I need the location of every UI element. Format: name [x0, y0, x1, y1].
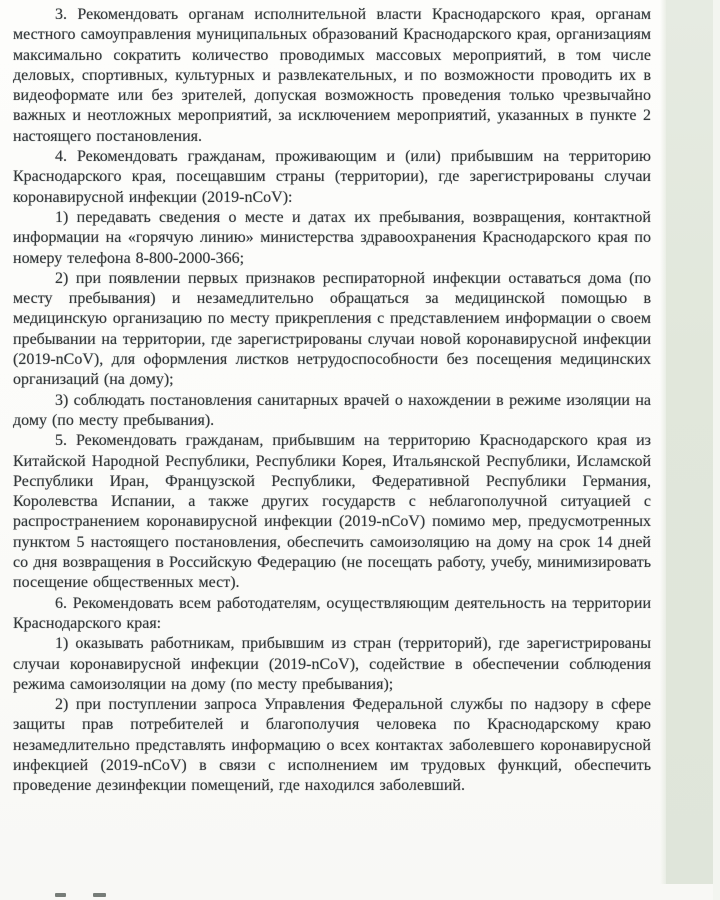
- paragraph-point-5: 5. Рекомендовать гражданам, прибывшим на территорию Краснодарского края из Китайской Народной Республики, Республики Корея, Итальянской Республики, Исламской Республики Иран, Французской Республики, Федеративной Республики Германия, Королевства Испании, а также других государств с неблагополучной ситуацией с распространением коронавирусной инфекции (2019-nCoV) помимо мер, предусмотренных пунктом 5 настоящего постановления, обеспечить самоизоляцию на дому на срок 14 дней со дня возвращения в Российскую Федерацию (не посещать работу, учебу, минимизировать посещение общественных мест).: [13, 432, 651, 592]
- clipped-next-line-fragment: [55, 893, 255, 900]
- clipped-glyph-top: [93, 893, 106, 897]
- paragraph-point-3: 3. Рекомендовать органам исполнительной власти Краснодарского края, органам местного самоуправления муниципальных образований Краснодарского края, организациям максимально сократить количество проводимых массовых мероприятий, в том числе деловых, спортивных, культурных и развлекательных, и по возможности проводить их в видеоформате или без зрителей, допуская возможность проведения только чрезвычайно важных и неотложных мероприятий, за исключением мероприятий, указанных в пункте 2 настоящего постановления.: [13, 6, 651, 145]
- page-edge-band: [666, 0, 713, 884]
- paragraph-point-6-sub-2: 2) при поступлении запроса Управления Федеральной службы по надзору в сфере защиты прав потребителей и благополучия человека по Краснодарскому краю незамедлительно представлять информацию о всех контактах заболевшего коронавирусной инфекцией (2019-nCoV) в связи с исполнением им трудовых функций, обеспечить проведение дезинфекции помещений, где находился заболевший.: [13, 696, 651, 795]
- paragraph-point-4-sub-3: 3) соблюдать постановления санитарных врачей о нахождении в режиме изоляции на дому (по месту пребывания).: [13, 391, 651, 429]
- paragraph-point-4-sub-2: 2) при появлении первых признаков респираторной инфекции оставаться дома (по месту пребывания) и незамедлительно обращаться за медицинской помощью в медицинскую организацию по месту прикрепления с представлением информации о своем пребывании на территории, где зарегистрированы случаи новой коронавирусной инфекции (2019-nCoV), для оформления листков нетрудоспособности без посещения медицинских организаций (на дому);: [13, 269, 651, 389]
- document-body: [13, 5, 651, 797]
- paragraph-point-6-sub-1: 1) оказывать работникам, прибывшим из стран (территорий), где зарегистрированы случаи коронавирусной инфекции (2019-nCoV), содействие в обеспечении соблюдения режима самоизоляции на дому (по месту пребывания);: [13, 635, 651, 693]
- paragraph-point-4-sub-1: 1) передавать сведения о месте и датах их пребывания, возвращения, контактной информации на «горячую линию» министерства здравоохранения Краснодарского края по номеру телефона 8-800-2000-366;: [13, 208, 651, 267]
- photo-right-margin: [713, 0, 720, 900]
- paragraph-point-4: 4. Рекомендовать гражданам, проживающим и (или) прибывшим на территорию Краснодарского края, посещавшим страны (территории), где зарегистрированы случаи коронавирусной инфекции (2019-nCoV):: [13, 148, 651, 206]
- paragraph-point-6: 6. Рекомендовать всем работодателям, осуществляющим деятельность на территории Краснодарского края:: [13, 594, 651, 632]
- clipped-glyph-top: [55, 893, 66, 897]
